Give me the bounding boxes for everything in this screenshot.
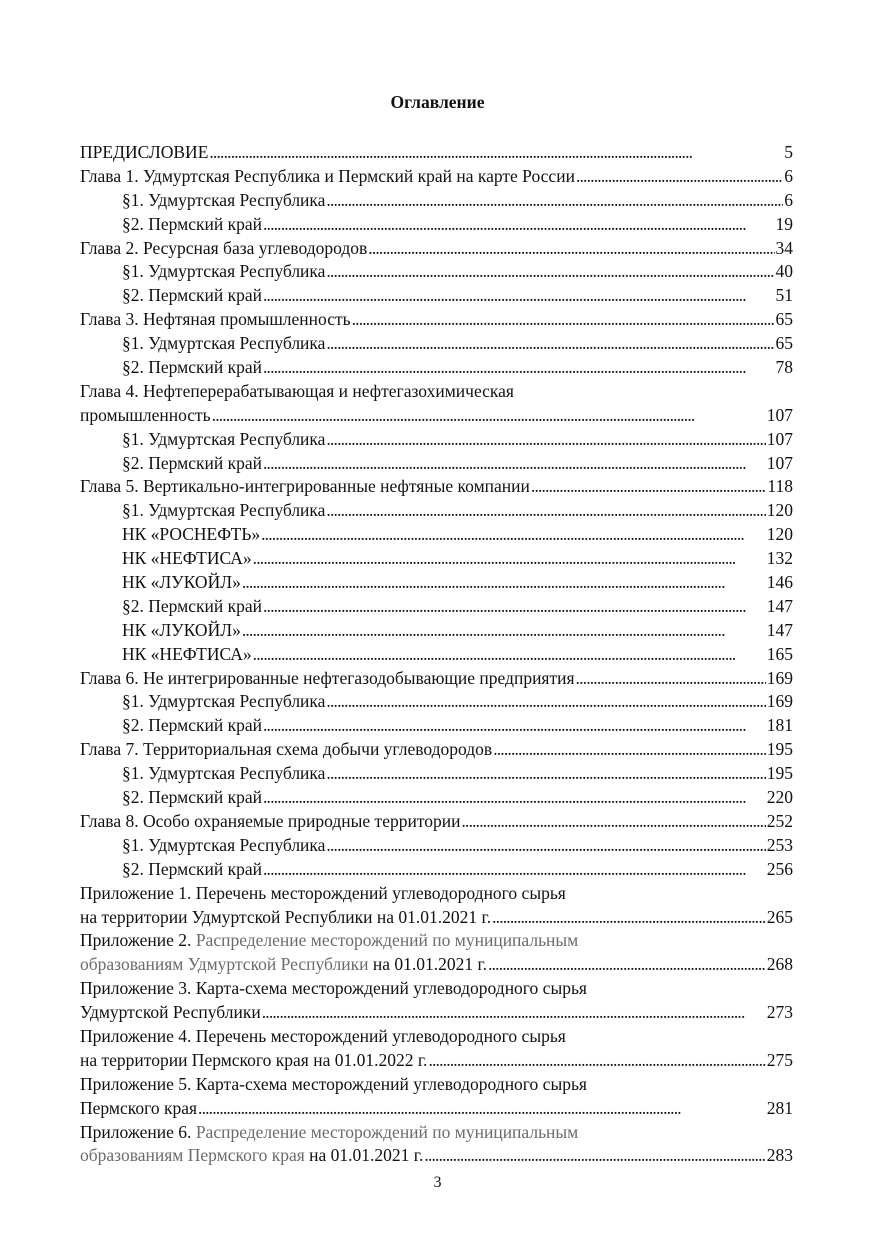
toc-entry-label-part: на 01.01.2021 г. <box>304 1145 424 1166</box>
dot-leader <box>492 906 766 930</box>
toc-entry[interactable] <box>80 356 793 380</box>
dot-leader <box>263 452 766 476</box>
dot-leader <box>263 858 766 882</box>
dot-leader <box>326 332 774 356</box>
dot-leader <box>263 786 766 810</box>
toc-entry-label: §2. Пермский край <box>122 213 262 234</box>
toc-page-number: 120 <box>766 524 793 545</box>
toc-entry-label: Приложение 1. Перечень месторождений углеводородного сырья <box>80 882 566 903</box>
toc-entry-first-line <box>80 1073 793 1097</box>
toc-entry[interactable] <box>80 667 793 691</box>
toc-page-number: 19 <box>775 213 793 234</box>
toc-entry-label: НК «НЕФТИСА» <box>122 548 252 569</box>
toc-entry-label: §1. Удмуртская Республика <box>122 428 326 449</box>
toc-entry-label: НК «РОСНЕФТЬ» <box>122 524 261 545</box>
toc-entry-label: Пермского края <box>80 1097 198 1118</box>
toc-page-number: 132 <box>766 548 793 569</box>
toc-entry[interactable] <box>80 834 793 858</box>
dot-leader <box>326 762 765 786</box>
dot-leader <box>253 643 766 667</box>
toc-entry-label: Глава 6. Не интегрированные нефтегазодобывающие предприятия <box>80 667 575 688</box>
toc-page-number: 107 <box>766 428 793 449</box>
dot-leader <box>326 189 783 213</box>
toc-entry[interactable] <box>80 523 793 547</box>
toc-entry-label: Глава 1. Удмуртская Республика и Пермский край на карте России <box>80 165 575 186</box>
toc-page-number: 147 <box>766 619 793 640</box>
toc-entry-label: §2. Пермский край <box>122 595 262 616</box>
dot-leader <box>263 595 766 619</box>
toc-entry-label: Глава 2. Ресурсная база углеводородов <box>80 237 368 258</box>
dot-leader <box>261 523 766 547</box>
toc-entry[interactable] <box>80 308 793 332</box>
toc-page-number: 268 <box>766 954 793 975</box>
toc-entry-label: §2. Пермский край <box>122 858 262 879</box>
toc-page-number: 283 <box>766 1145 793 1166</box>
toc-page-number: 65 <box>775 309 793 330</box>
toc-entry-label: §1. Удмуртская Республика <box>122 834 326 855</box>
toc-entry-label: на территории Удмуртской Республики на 01.01.2021 г. <box>80 906 492 927</box>
toc-entry-label: Глава 7. Территориальная схема добычи углеводородов <box>80 739 493 760</box>
page-number: 3 <box>433 1174 442 1191</box>
dot-leader <box>326 260 774 284</box>
toc-page-number: 5 <box>784 142 793 162</box>
toc-page-number: 147 <box>766 595 793 616</box>
toc-entry-label: Глава 3. Нефтяная промышленность <box>80 309 351 330</box>
toc-page-number: 252 <box>766 810 793 831</box>
toc-entry-label: Глава 5. Вертикально-интегрированные нефтяные компании <box>80 476 530 497</box>
dot-leader <box>488 953 766 977</box>
toc-page-number: 265 <box>766 906 793 927</box>
toc-entry[interactable] <box>80 260 793 284</box>
toc-page-number: 169 <box>766 667 793 688</box>
toc-entry[interactable] <box>80 499 793 523</box>
toc-entry[interactable] <box>80 237 793 261</box>
toc-entry[interactable] <box>80 141 793 165</box>
dot-leader <box>428 1049 765 1073</box>
toc-page-number: 281 <box>766 1097 793 1118</box>
dot-leader <box>531 475 767 499</box>
dot-leader <box>242 571 766 595</box>
dot-leader <box>493 738 766 762</box>
toc-entry-first-line <box>80 882 793 906</box>
dot-leader <box>352 308 775 332</box>
dot-leader <box>576 667 766 691</box>
toc-entry[interactable] <box>80 332 793 356</box>
toc-entry-label: §1. Удмуртская Республика <box>122 500 326 521</box>
toc-page-number: 34 <box>775 237 793 258</box>
toc-entry[interactable] <box>80 1097 793 1121</box>
toc-entry-first-line <box>80 1025 793 1049</box>
toc-entry-first-line <box>80 380 793 404</box>
toc-entry[interactable] <box>80 1144 793 1168</box>
toc-entry-label: НК «НЕФТИСА» <box>122 643 252 664</box>
dot-leader <box>263 213 775 237</box>
dot-leader <box>576 165 783 189</box>
toc-page-number: 256 <box>766 858 793 879</box>
toc-page-number: 195 <box>766 739 793 760</box>
toc-page-number: 273 <box>766 1002 793 1023</box>
toc-entry-first-line <box>80 929 793 953</box>
toc-page-number: 169 <box>766 691 793 712</box>
toc-entry-label: НК «ЛУКОЙЛ» <box>122 572 241 593</box>
dot-leader <box>212 404 766 428</box>
toc-entry[interactable] <box>80 213 793 237</box>
toc-entry[interactable] <box>80 643 793 667</box>
toc-entry-label-part: образованиям Удмуртской Республики <box>80 954 369 975</box>
dot-leader <box>326 690 765 714</box>
toc-page-number: 51 <box>775 285 793 306</box>
dot-leader <box>198 1097 766 1121</box>
toc-entry[interactable] <box>80 595 793 619</box>
toc-entry-label: §2. Пермский край <box>122 357 262 378</box>
toc-page-number: 40 <box>775 261 793 282</box>
toc-entry-label-part: образованиям Пермского края <box>80 1145 305 1166</box>
toc-entry-label: на территории Пермского края на 01.01.2022 г. <box>80 1049 428 1070</box>
toc-entry[interactable] <box>80 1049 793 1073</box>
dot-leader <box>461 810 765 834</box>
toc-entry[interactable] <box>80 786 793 810</box>
toc-entry[interactable] <box>80 452 793 476</box>
dot-leader <box>263 356 775 380</box>
toc-page-number: 120 <box>766 500 793 521</box>
table-of-contents <box>80 141 793 1168</box>
toc-entry[interactable] <box>80 714 793 738</box>
toc-page-number: 181 <box>766 715 793 736</box>
dot-leader <box>253 547 766 571</box>
toc-entry-label: Глава 8. Особо охраняемые природные территории <box>80 810 461 831</box>
toc-entry[interactable] <box>80 475 793 499</box>
toc-entry-label: §2. Пермский край <box>122 787 262 808</box>
page-title: Оглавление <box>390 92 485 112</box>
toc-entry[interactable] <box>80 762 793 786</box>
toc-page-number: 220 <box>766 787 793 808</box>
toc-entry-label: Приложение 6. <box>80 1121 192 1142</box>
toc-entry-label: §1. Удмуртская Республика <box>122 189 326 210</box>
toc-page-number: 118 <box>767 476 793 497</box>
toc-entry-label: §1. Удмуртская Республика <box>122 333 326 354</box>
toc-entry[interactable] <box>80 547 793 571</box>
toc-entry-label: §2. Пермский край <box>122 715 262 736</box>
toc-page-number: 275 <box>766 1049 793 1070</box>
toc-entry[interactable] <box>80 189 793 213</box>
toc-entry[interactable] <box>80 738 793 762</box>
toc-page-number: 165 <box>766 643 793 664</box>
dot-leader <box>326 428 765 452</box>
toc-page-number: 195 <box>766 763 793 784</box>
dot-leader <box>262 1001 766 1025</box>
toc-entry-label: Приложение 4. Перечень месторождений углеводородного сырья <box>80 1025 566 1046</box>
toc-entry-label: §1. Удмуртская Республика <box>122 691 326 712</box>
toc-entry[interactable] <box>80 619 793 643</box>
toc-entry[interactable] <box>80 858 793 882</box>
toc-entry-first-line <box>80 977 793 1001</box>
dot-leader <box>209 141 783 165</box>
dot-leader <box>326 834 765 858</box>
toc-entry[interactable] <box>80 571 793 595</box>
toc-entry-label-part: на 01.01.2021 г. <box>368 954 488 975</box>
dot-leader <box>424 1144 765 1168</box>
toc-entry-label: Распределение месторождений по муниципальным <box>191 1121 579 1142</box>
toc-entry-label: §1. Удмуртская Республика <box>122 261 326 282</box>
dot-leader <box>368 237 774 261</box>
toc-entry[interactable] <box>80 428 793 452</box>
toc-entry-label: §2. Пермский край <box>122 285 262 306</box>
toc-entry-label: Удмуртской Республики <box>80 1002 261 1023</box>
toc-page-number: 65 <box>775 333 793 354</box>
toc-entry-first-line <box>80 1121 793 1145</box>
dot-leader <box>242 619 766 643</box>
toc-entry[interactable] <box>80 1001 793 1025</box>
toc-entry[interactable] <box>80 810 793 834</box>
toc-entry-label: Глава 4. Нефтеперерабатывающая и нефтегазохимическая <box>80 380 514 401</box>
toc-entry-label: ПРЕДИСЛОВИЕ <box>80 142 209 162</box>
toc-page-number: 107 <box>766 452 793 473</box>
toc-entry[interactable] <box>80 953 793 977</box>
toc-entry-label: НК «ЛУКОЙЛ» <box>122 619 241 640</box>
toc-entry[interactable] <box>80 404 793 428</box>
toc-entry-label: промышленность <box>80 404 211 425</box>
toc-page-number: 6 <box>784 189 793 210</box>
toc-entry[interactable] <box>80 165 793 189</box>
toc-entry-label <box>80 1144 423 1168</box>
toc-page-number: 78 <box>775 357 793 378</box>
toc-entry-label: Приложение 5. Карта-схема месторождений углеводородного сырья <box>80 1073 587 1094</box>
toc-entry-label <box>80 953 487 977</box>
toc-entry[interactable] <box>80 690 793 714</box>
toc-page-number: 6 <box>784 165 793 186</box>
toc-page-number: 107 <box>766 404 793 425</box>
dot-leader <box>326 499 765 523</box>
toc-entry-label: §2. Пермский край <box>122 452 262 473</box>
toc-entry-label: §1. Удмуртская Республика <box>122 763 326 784</box>
toc-page-number: 146 <box>766 572 793 593</box>
toc-entry-label: Приложение 2. <box>80 930 192 951</box>
toc-entry-label: Приложение 3. Карта-схема месторождений углеводородного сырья <box>80 978 587 999</box>
toc-entry-label: Распределение месторождений по муниципальным <box>191 930 579 951</box>
toc-entry[interactable] <box>80 284 793 308</box>
toc-entry[interactable] <box>80 906 793 930</box>
dot-leader <box>263 284 775 308</box>
dot-leader <box>263 714 766 738</box>
toc-page-number: 253 <box>766 834 793 855</box>
